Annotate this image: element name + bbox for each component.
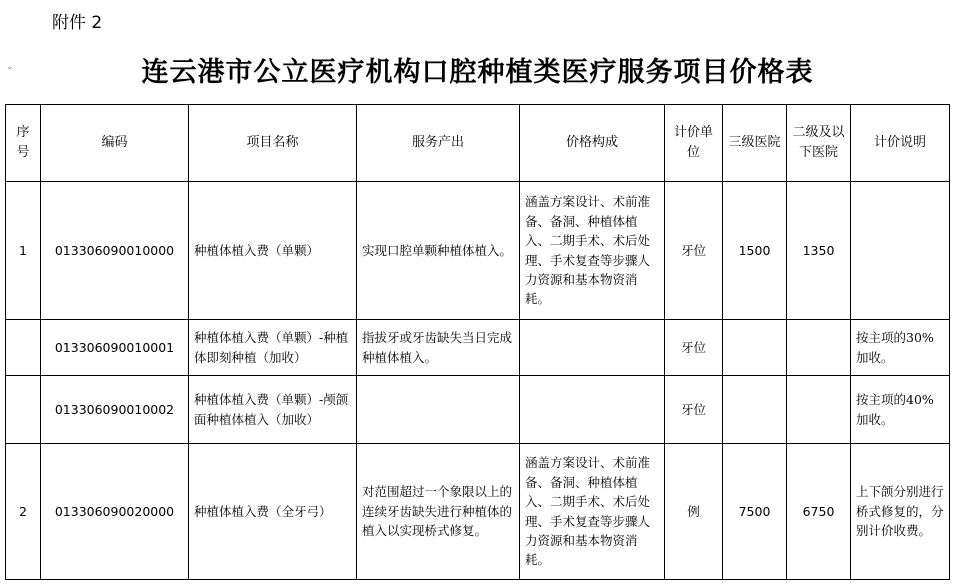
cell-note: 上下颌分别进行桥式修复的，分别计价收费。	[851, 444, 950, 580]
cell-no	[6, 320, 41, 376]
cell-name: 种植体植入费（单颗）-种植体即刻种植（加收）	[189, 320, 357, 376]
cell-tier2: 6750	[787, 444, 851, 580]
page-marker-icon: ⌄	[6, 62, 14, 72]
cell-note: 按主项的40%加收。	[851, 376, 950, 444]
cell-tier3: 7500	[723, 444, 787, 580]
cell-unit: 牙位	[665, 182, 723, 320]
cell-tier2: 1350	[787, 182, 851, 320]
table-row	[6, 444, 950, 580]
cell-output	[357, 376, 520, 444]
col-header-output: 服务产出	[357, 105, 520, 182]
attachment-label: 附件 2	[52, 13, 103, 33]
cell-tier3: 1500	[723, 182, 787, 320]
cell-tier3	[723, 320, 787, 376]
cell-note	[851, 182, 950, 320]
cell-code: 013306090020000	[41, 444, 189, 580]
price-table	[5, 104, 950, 580]
cell-output: 对范围超过一个象限以上的连续牙齿缺失进行种植体的植入以实现桥式修复。	[357, 444, 520, 580]
cell-composition	[520, 320, 665, 376]
cell-code: 013306090010002	[41, 376, 189, 444]
table-header-row	[6, 105, 950, 182]
cell-code: 013306090010001	[41, 320, 189, 376]
cell-code: 013306090010000	[41, 182, 189, 320]
cell-name: 种植体植入费（单颗）-颅颌面种植体植入（加收）	[189, 376, 357, 444]
cell-note: 按主项的30%加收。	[851, 320, 950, 376]
cell-tier2	[787, 376, 851, 444]
col-header-unit: 计价单位	[665, 105, 723, 182]
col-header-tier2: 二级及以下医院	[787, 105, 851, 182]
cell-name: 种植体植入费（单颗）	[189, 182, 357, 320]
cell-name: 种植体植入费（全牙弓）	[189, 444, 357, 580]
cell-no: 2	[6, 444, 41, 580]
col-header-note: 计价说明	[851, 105, 950, 182]
col-header-code: 编码	[41, 105, 189, 182]
col-header-composition: 价格构成	[520, 105, 665, 182]
cell-tier2	[787, 320, 851, 376]
cell-composition: 涵盖方案设计、术前准备、备洞、种植体植入、二期手术、术后处理、手术复查等步骤人力资源和基本物资消耗。	[520, 444, 665, 580]
cell-tier3	[723, 376, 787, 444]
cell-no: 1	[6, 182, 41, 320]
table-row	[6, 182, 950, 320]
table-row	[6, 320, 950, 376]
cell-output: 实现口腔单颗种植体植入。	[357, 182, 520, 320]
cell-no	[6, 376, 41, 444]
col-header-tier3: 三级医院	[723, 105, 787, 182]
page-title: 连云港市公立医疗机构口腔种植类医疗服务项目价格表	[141, 57, 814, 88]
cell-composition	[520, 376, 665, 444]
cell-unit: 牙位	[665, 320, 723, 376]
col-header-no: 序号	[6, 105, 41, 182]
cell-unit: 牙位	[665, 376, 723, 444]
col-header-name: 项目名称	[189, 105, 357, 182]
cell-unit: 例	[665, 444, 723, 580]
cell-output: 指拔牙或牙齿缺失当日完成种植体植入。	[357, 320, 520, 376]
cell-composition: 涵盖方案设计、术前准备、备洞、种植体植入、二期手术、术后处理、手术复查等步骤人力资源和基本物资消耗。	[520, 182, 665, 320]
table-row	[6, 376, 950, 444]
